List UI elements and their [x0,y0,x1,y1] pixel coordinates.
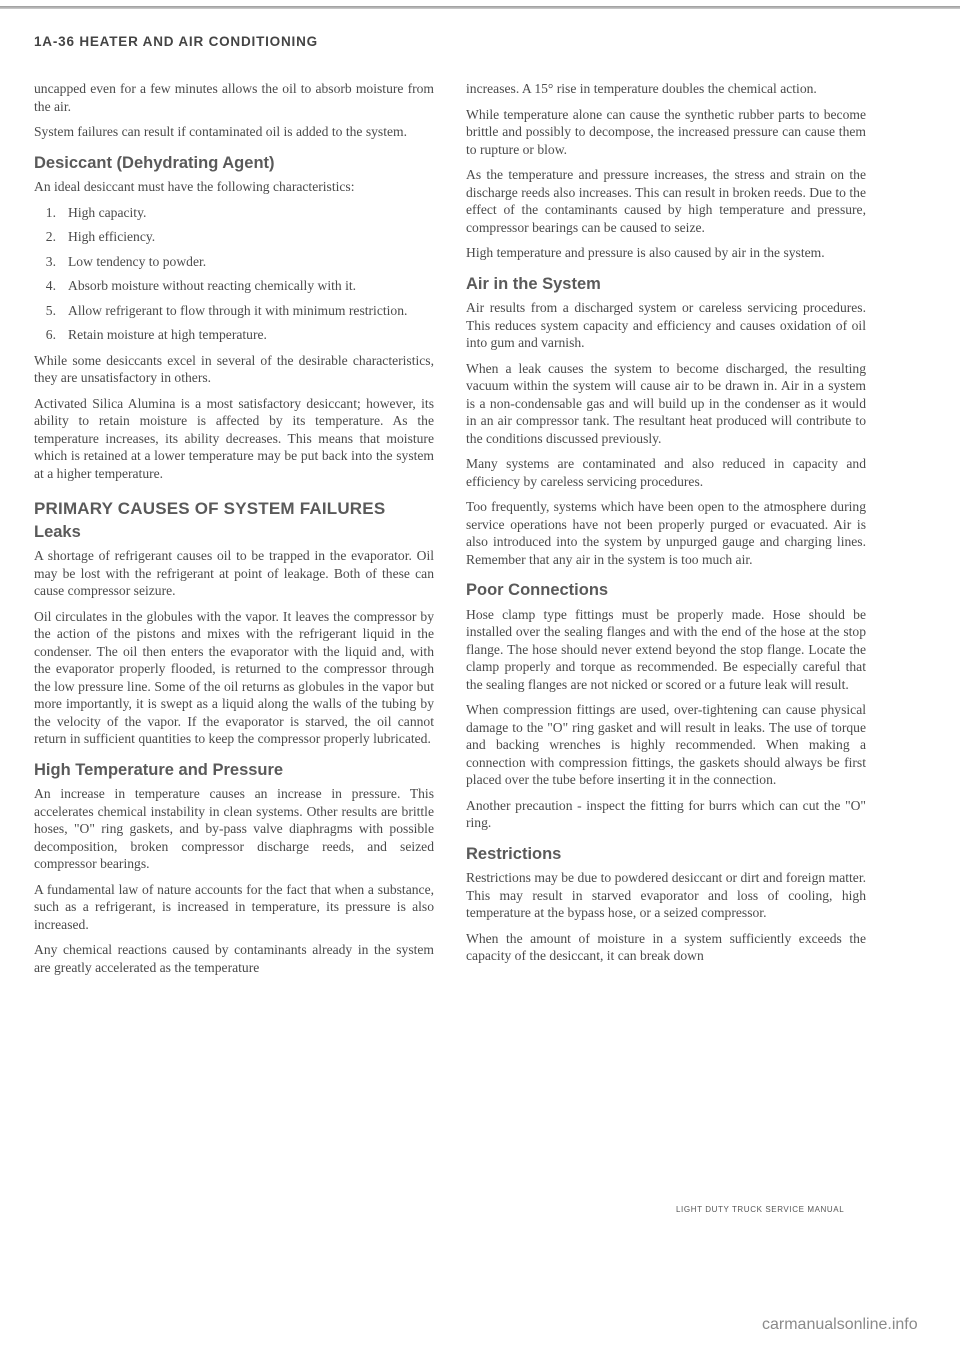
paragraph: While some desiccants excel in several of the desirable characteristics, they are unsatisfactory in others. [34,352,434,385]
paragraph: When a leak causes the system to become discharged, the resulting vacuum within the system will cause air to be drawn in. Air in a system is a non-condensable gas and will build up in the condenser as it would in an air compressor tank. The resultant heat produced will contribute to the conditions discussed previously. [466,360,866,446]
list-number: 2. [45,229,56,244]
paragraph: As the temperature and pressure increases, the stress and strain on the discharge reeds also increases. This can result in broken reeds. Due to the effect of the contaminants caused by high temperature and pressure, compressor bearings can be caused to seize. [466,167,866,235]
section-heading-high-temperature: High Temperature and Pressure [34,760,284,779]
list-text: Absorb moisture without reacting chemically with it. [68,278,357,293]
section-heading-desiccant: Desiccant (Dehydrating Agent) [34,153,275,172]
list-item [34,302,434,320]
right-column [466,80,866,973]
left-column [34,80,434,984]
list-item [34,204,434,222]
manual-footer: LIGHT DUTY TRUCK SERVICE MANUAL [676,1205,845,1214]
paragraph: A fundamental law of nature accounts for the fact that when a substance, such as a refrigerant, is increased in temperature, its pressure is also increased. [34,881,434,932]
paragraph: Oil circulates in the globules with the vapor. It leaves the compressor by the action of the pistons and mixes with the refrigerant liquid in the condenser. The oil then enters the evaporator with the liquid and, with the evaporator properly flooded, is returned to the compressor through the low pressure line. Some of the oil returns as globules in the vapor but more importantly, it is swept as a liquid along the walls of the tubing by the velocity of the vapor. If the evaporator is starved, the oil cannot return in sufficient quantities to keep the compressor properly lubricated. [34,608,434,746]
list-item [34,253,434,271]
paragraph: When compression fittings are used, over-tightening can cause physical damage to the "O" ring gasket and will result in leaks. The use of torque and backing wrenches is highly recommended. When making a connection with compression fittings, the gaskets should always be first placed over the tube before inserting it in the connection. [466,702,866,787]
list-text: High capacity. [68,204,147,220]
paragraph: Hose clamp type fittings must be properly made. Hose should be installed over the sealing flanges and with the end of the hose at the stop flange. The hose should never extend beyond the stop flange. Locate the clamp properly and torque as recommended. Be especially careful that the sealing flanges are not nicked or scored or a future leak will result. [466,606,866,692]
paragraph: High temperature and pressure is also caused by air in the system. [466,245,825,260]
section-heading-restrictions: Restrictions [466,844,562,863]
paragraph: Any chemical reactions caused by contaminants already in the system are greatly accelerated as the temperature [34,942,434,975]
list-text: Low tendency to powder. [68,253,207,269]
page-header: 1A-36 HEATER AND AIR CONDITIONING [34,34,318,49]
paragraph: uncapped even for a few minutes allows the oil to absorb moisture from the air. [34,81,434,114]
paragraph: While temperature alone can cause the synthetic rubber parts to become brittle and possibly to decompose, the increased pressure can cause them to rupture or blow. [466,106,866,157]
paragraph: Air results from a discharged system or careless servicing procedures. This reduces system capacity and efficiency and causes oxidation of oil into gum and varnish. [466,300,866,350]
list-item [34,277,434,295]
section-heading-poor-connections: Poor Connections [466,581,609,599]
section-heading-leaks: Leaks [34,522,81,541]
list-item [34,228,434,246]
section-heading-primary-causes: PRIMARY CAUSES OF SYSTEM FAILURES [34,499,386,518]
list-text: Retain moisture at high temperature. [68,327,267,342]
paragraph: A shortage of refrigerant causes oil to be trapped in the evaporator. Oil may be lost with the refrigerant at point of leakage. Both of these can cause compressor seizure. [34,548,434,598]
list-text: High efficiency. [68,229,156,244]
paragraph: Too frequently, systems which have been open to the atmosphere during service operations have not been properly purged or evacuated. Air is also introduced into the system by unpurged gauge and charging lines. Remember that any air in the system is too much air. [466,499,866,567]
paragraph: An ideal desiccant must have the following characteristics: [34,179,355,194]
list-number: 5. [45,302,56,318]
paragraph: Many systems are contaminated and also reduced in capacity and efficiency by careless servicing procedures. [466,456,866,489]
list-number: 4. [45,278,56,293]
top-rule [0,6,960,9]
characteristics-list [34,204,434,344]
list-text: Allow refrigerant to flow through it with minimum restriction. [68,302,408,318]
list-number: 3. [45,253,56,269]
list-item [34,326,434,344]
paragraph: Activated Silica Alumina is a most satisfactory desiccant; however, its ability to retain moisture is affected by its temperature. As the temperature increases, its ability decreases. This means that moisture which is retained at a lower temperature may be put back into the system at a higher temperature. [34,395,434,481]
paragraph: increases. A 15° rise in temperature doubles the chemical action. [466,81,817,96]
list-number: 1. [45,204,56,220]
list-number: 6. [45,327,56,342]
paragraph: When the amount of moisture in a system sufficiently exceeds the capacity of the desiccant, it can break down [466,930,866,963]
paragraph: Restrictions may be due to powdered desiccant or dirt and foreign matter. This may result in starved evaporator and loss of cooling, high temperature at the bypass hose, or a seized compressor. [466,870,866,920]
paragraph: An increase in temperature causes an increase in pressure. This accelerates chemical instability in clean systems. Other results are brittle hoses, "O" ring gaskets, and by-pass valve diaphragms with possible decomposition, broken compressor discharge reeds, and seized compressor bearings. [34,786,434,871]
paragraph: Another precaution - inspect the fitting for burrs which can cut the "O" ring. [466,797,866,830]
paragraph: System failures can result if contaminated oil is added to the system. [34,124,407,139]
section-heading-air-in-system: Air in the System [466,274,601,293]
site-watermark: carmanualsonline.info [762,1316,918,1333]
